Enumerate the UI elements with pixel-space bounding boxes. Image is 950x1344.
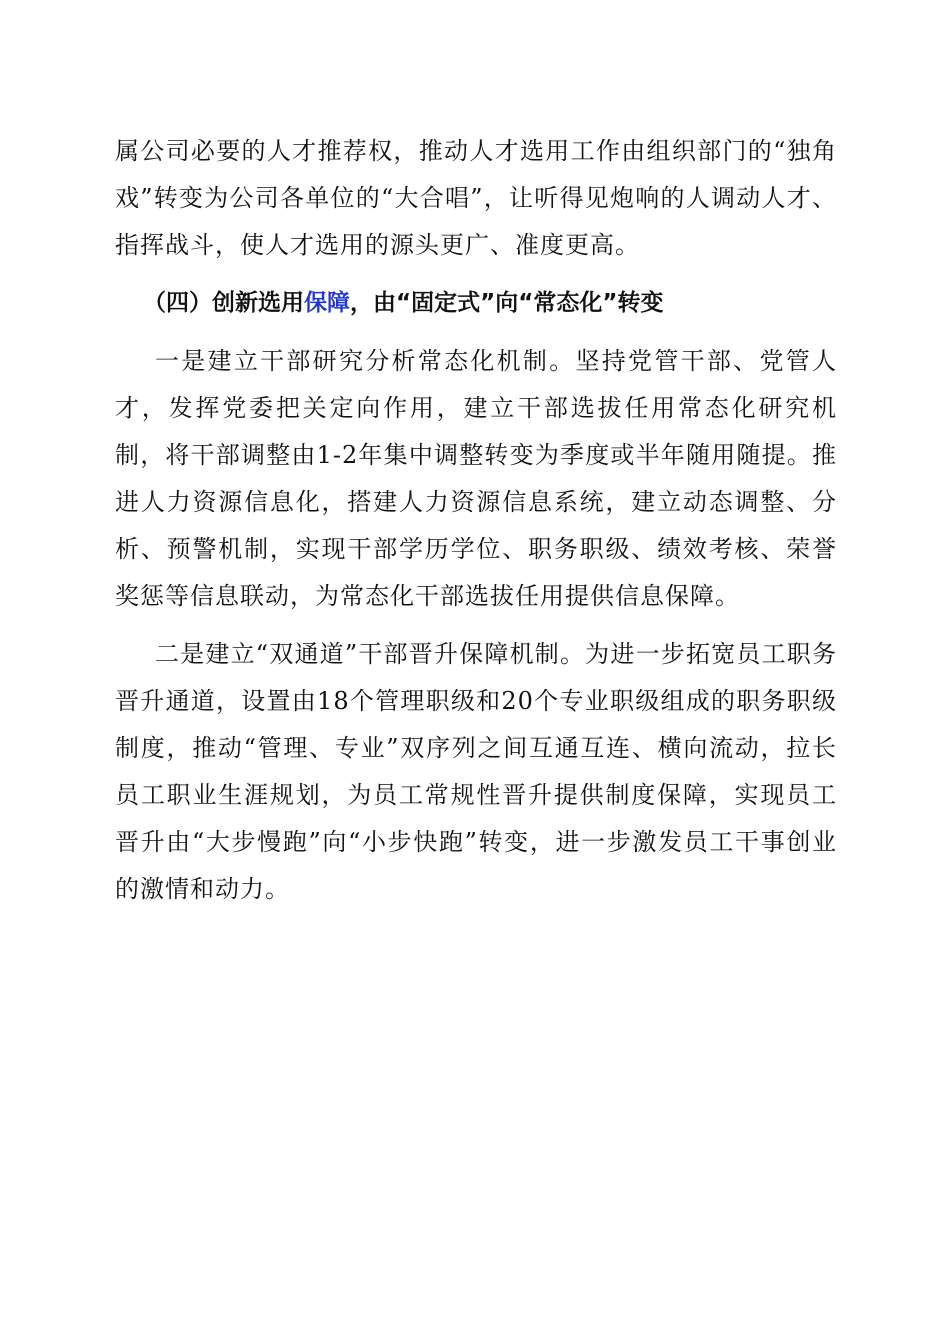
paragraph-one: 一是建立干部研究分析常态化机制。坚持党管干部、党管人才，发挥党委把关定向作用，建立干部选拔任用常态化研究机制，将干部调整由1-2年集中调整转变为季度或半年随用随提。推进人力资源信息化，搭建人力资源信息系统，建立动态调整、分析、预警机制，实现干部学历学位、职务职级、绩效考核、荣誉奖惩等信息联动，为常态化干部选拔任用提供信息保障。 [115, 347, 837, 610]
heading-suffix: ，由“固定式”向“常态化”转变 [350, 290, 664, 316]
document-body [115, 128, 837, 913]
heading-prefix: （四）创新选用 [143, 290, 304, 316]
section-heading [115, 280, 837, 327]
heading-link[interactable]: 保障 [304, 290, 350, 316]
paragraph-two: 二是建立“双通道”干部晋升保障机制。为进一步拓宽员工职务晋升通道，设置由18个管理职级和20个专业职级组成的职务职级制度，推动“管理、专业”双序列之间互通互连、横向流动，拉长员工职业生涯规划，为员工常规性晋升提供制度保障，实现员工晋升由“大步慢跑”向“小步快跑”转变，进一步激发员工干事创业的激情和动力。 [115, 640, 837, 903]
paragraph-continuation: 属公司必要的人才推荐权，推动人才选用工作由组织部门的“独角戏”转变为公司各单位的“大合唱”，让听得见炮响的人调动人才、指挥战斗，使人才选用的源头更广、准度更高。 [115, 137, 837, 259]
